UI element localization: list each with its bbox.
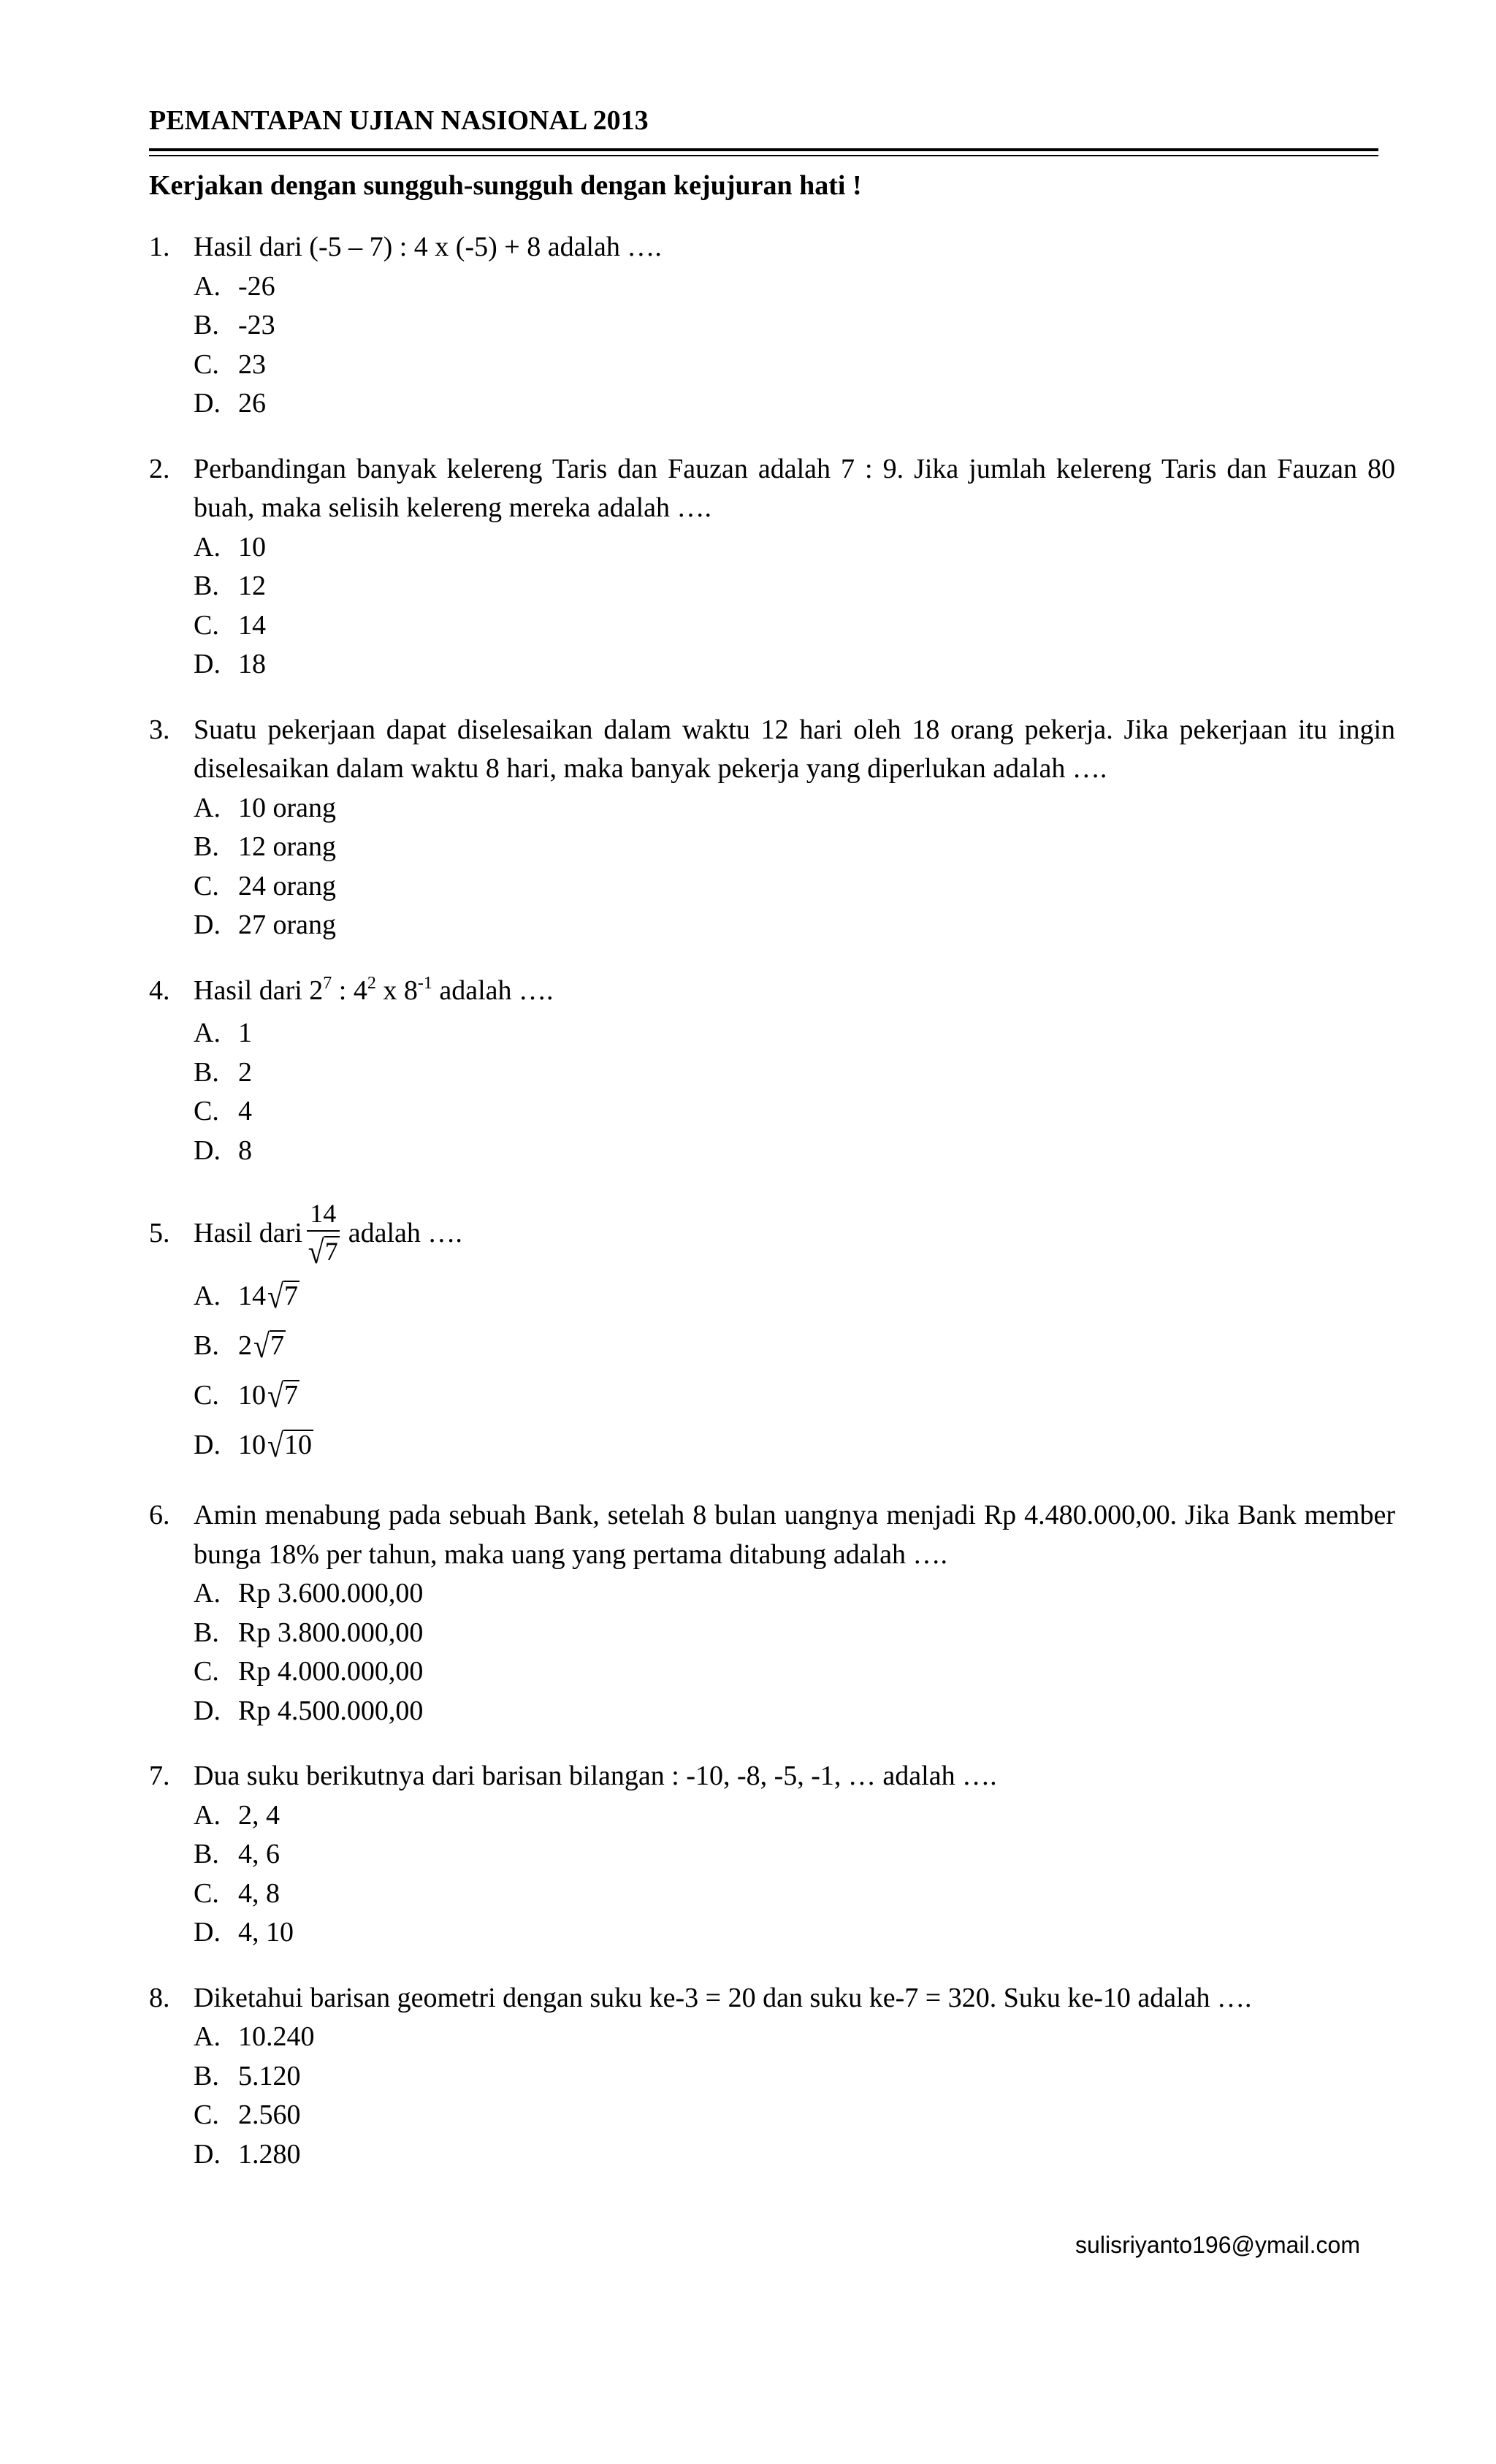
option-coefficient: 10 [238, 1380, 266, 1411]
option-letter: C. [194, 1656, 219, 1687]
option-text: -26 [238, 270, 275, 302]
fraction [307, 1197, 340, 1271]
question-number: 8. [149, 1982, 170, 2013]
option-a [194, 789, 1395, 828]
option-letter: D. [194, 1917, 221, 1948]
option-text: 18 [238, 649, 266, 679]
question-number: 7. [149, 1761, 170, 1792]
option-d [194, 1692, 1395, 1731]
option-list [194, 1796, 1395, 1953]
instruction-text: Kerjakan dengan sungguh-sungguh dengan kejujuran hati ! [149, 170, 862, 201]
option-letter: B. [194, 1617, 219, 1648]
question-text-mid: x 8 [375, 974, 418, 1006]
option-b [194, 567, 1395, 606]
question-5 [149, 1197, 1395, 1470]
option-text: 23 [238, 348, 266, 380]
option-text: 5.120 [238, 2060, 301, 2091]
option-a [194, 1271, 1395, 1321]
question-text: Perbandingan banyak kelereng Taris dan Fauzan adalah 7 : 9. Jika jumlah kelereng Taris dan Fauzan 80 buah, maka selisih kelereng mereka adalah …. [194, 453, 1395, 523]
option-text: 4 [238, 1096, 252, 1126]
question-4 [149, 972, 1395, 1171]
radical-sign-icon: √ [267, 1376, 283, 1415]
option-d [194, 1132, 1395, 1171]
option-letter: A. [194, 270, 221, 302]
option-letter: B. [194, 1839, 219, 1870]
radicand: 7 [324, 1237, 338, 1267]
option-text: 4, 6 [238, 1839, 280, 1870]
option-letter: B. [194, 2060, 219, 2091]
option-d [194, 1913, 1395, 1953]
square-root [267, 1376, 299, 1415]
option-text: 12 [238, 571, 266, 601]
fraction-numerator: 14 [307, 1197, 340, 1232]
option-list [194, 1574, 1395, 1731]
question-number: 4. [149, 974, 170, 1006]
option-letter: B. [194, 1330, 219, 1362]
question-number: 5. [149, 1218, 170, 1248]
question-text [194, 1197, 1395, 1271]
option-list [194, 1271, 1395, 1470]
option-letter: C. [194, 348, 219, 380]
option-coefficient: 10 [238, 1430, 266, 1461]
square-root [308, 1232, 340, 1271]
option-text: 14 [238, 609, 266, 641]
option-letter: A. [194, 531, 221, 562]
option-list [194, 789, 1395, 945]
option-letter: A. [194, 792, 221, 823]
option-d [194, 906, 1395, 945]
option-d [194, 1420, 1395, 1470]
option-a [194, 1796, 1395, 1836]
option-text: 10 orang [238, 792, 337, 823]
option-c [194, 1370, 1395, 1420]
question-text: Amin menabung pada sebuah Bank, setelah 8 bulan uangnya menjadi Rp 4.480.000,00. Jika Bank member bunga 18% per tahun, maka uang yang pertama ditabung adalah …. [194, 1500, 1395, 1570]
option-letter: C. [194, 1877, 219, 1909]
option-letter: C. [194, 2099, 219, 2131]
option-c [194, 1092, 1395, 1132]
option-letter: A. [194, 1018, 221, 1048]
question-list [149, 228, 1395, 2200]
square-root [267, 1277, 299, 1316]
option-letter: C. [194, 1096, 219, 1126]
exponent: -1 [417, 973, 432, 993]
question-text-suffix: adalah …. [348, 1218, 462, 1248]
option-letter: D. [194, 649, 221, 679]
option-text: 2 [238, 1056, 252, 1088]
option-text: 12 orang [238, 831, 337, 862]
option-text: 27 orang [238, 909, 337, 940]
option-coefficient: 14 [238, 1281, 266, 1312]
option-b [194, 828, 1395, 867]
header-rule-thin [149, 155, 1378, 156]
option-text: 4, 8 [238, 1877, 280, 1909]
option-text: 10 [238, 531, 266, 562]
option-text: 1.280 [238, 2138, 301, 2170]
option-c [194, 867, 1395, 907]
option-b [194, 1321, 1395, 1370]
option-a [194, 2018, 1395, 2057]
option-text: Rp 4.000.000,00 [238, 1656, 424, 1687]
exponent: 2 [367, 973, 376, 993]
question-text [194, 972, 1395, 1015]
option-b [194, 1614, 1395, 1653]
question-number: 6. [149, 1500, 170, 1531]
option-text: Rp 3.600.000,00 [238, 1578, 424, 1609]
radicand: 7 [283, 1380, 298, 1411]
option-list [194, 1014, 1395, 1170]
square-root [253, 1327, 286, 1365]
option-b [194, 1835, 1395, 1874]
question-3 [149, 711, 1395, 945]
question-number: 1. [149, 232, 170, 262]
square-root [267, 1426, 313, 1465]
option-letter: D. [194, 388, 221, 419]
option-text: -23 [238, 310, 275, 340]
option-letter: B. [194, 310, 219, 340]
question-text: Diketahui barisan geometri dengan suku ke-3 = 20 dan suku ke-7 = 320. Suku ke-10 adalah …. [194, 1982, 1252, 2013]
question-2 [149, 450, 1395, 684]
option-list [194, 2018, 1395, 2174]
option-c [194, 1874, 1395, 1914]
radical-sign-icon: √ [308, 1232, 324, 1271]
option-b [194, 306, 1395, 346]
option-letter: C. [194, 1380, 219, 1411]
option-letter: D. [194, 1134, 221, 1166]
option-letter: C. [194, 870, 219, 901]
option-text: 26 [238, 388, 266, 419]
option-text: 10.240 [238, 2021, 315, 2053]
page-title: PEMANTAPAN UJIAN NASIONAL 2013 [149, 105, 649, 136]
fraction-denominator [307, 1232, 340, 1271]
option-letter: A. [194, 2021, 221, 2053]
option-list [194, 528, 1395, 684]
radical-sign-icon: √ [267, 1426, 283, 1465]
option-d [194, 2135, 1395, 2175]
option-c [194, 1652, 1395, 1692]
question-number: 2. [149, 453, 170, 484]
header-rule-thick [149, 148, 1378, 151]
option-letter: D. [194, 1695, 221, 1726]
footer-email: sulisriyanto196@ymail.com [1075, 2232, 1360, 2258]
option-text: 2.560 [238, 2099, 301, 2131]
option-letter: B. [194, 1056, 219, 1088]
option-b [194, 1053, 1395, 1093]
radicand: 7 [270, 1330, 284, 1362]
question-text-mid: : 4 [332, 974, 367, 1006]
radical-sign-icon: √ [253, 1327, 270, 1365]
option-c [194, 2096, 1395, 2135]
option-b [194, 2057, 1395, 2097]
question-text: Dua suku berikutnya dari barisan bilangan : -10, -8, -5, -1, … adalah …. [194, 1761, 997, 1792]
option-text: 8 [238, 1134, 252, 1166]
option-a [194, 267, 1395, 307]
option-letter: B. [194, 571, 219, 601]
question-text: Suatu pekerjaan dapat diselesaikan dalam waktu 12 hari oleh 18 orang pekerja. Jika pekerjaan itu ingin diselesaikan dalam waktu 8 hari, maka banyak pekerja yang diperlukan adalah …. [194, 714, 1395, 784]
option-letter: D. [194, 909, 221, 940]
radicand: 10 [283, 1430, 312, 1461]
option-letter: A. [194, 1578, 221, 1609]
radicand: 7 [283, 1281, 298, 1312]
question-6 [149, 1496, 1395, 1731]
radical-sign-icon: √ [267, 1277, 283, 1316]
option-letter: D. [194, 2138, 221, 2170]
option-c [194, 606, 1395, 646]
question-8 [149, 1979, 1395, 2175]
option-text: Rp 4.500.000,00 [238, 1695, 424, 1726]
option-text: 24 orang [238, 870, 337, 901]
option-letter: D. [194, 1430, 221, 1461]
question-7 [149, 1757, 1395, 1953]
question-number: 3. [149, 714, 170, 745]
option-letter: C. [194, 609, 219, 641]
question-text-prefix: Hasil dari [194, 1218, 302, 1248]
question-text-prefix: Hasil dari 2 [194, 974, 324, 1006]
option-d [194, 384, 1395, 424]
option-d [194, 645, 1395, 684]
option-letter: A. [194, 1799, 221, 1831]
option-a [194, 1574, 1395, 1614]
option-text: 1 [238, 1018, 252, 1048]
option-a [194, 528, 1395, 568]
option-letter: A. [194, 1281, 221, 1312]
question-text: Hasil dari (-5 – 7) : 4 x (-5) + 8 adalah …. [194, 232, 662, 262]
option-c [194, 346, 1395, 385]
option-a [194, 1014, 1395, 1053]
option-text: 4, 10 [238, 1917, 294, 1948]
option-text: Rp 3.800.000,00 [238, 1617, 424, 1648]
question-text-suffix: adalah …. [432, 974, 554, 1006]
question-1 [149, 228, 1395, 424]
option-list [194, 267, 1395, 424]
option-text: 2, 4 [238, 1799, 280, 1831]
option-letter: B. [194, 831, 219, 862]
option-coefficient: 2 [238, 1330, 252, 1362]
exponent: 7 [323, 973, 332, 993]
